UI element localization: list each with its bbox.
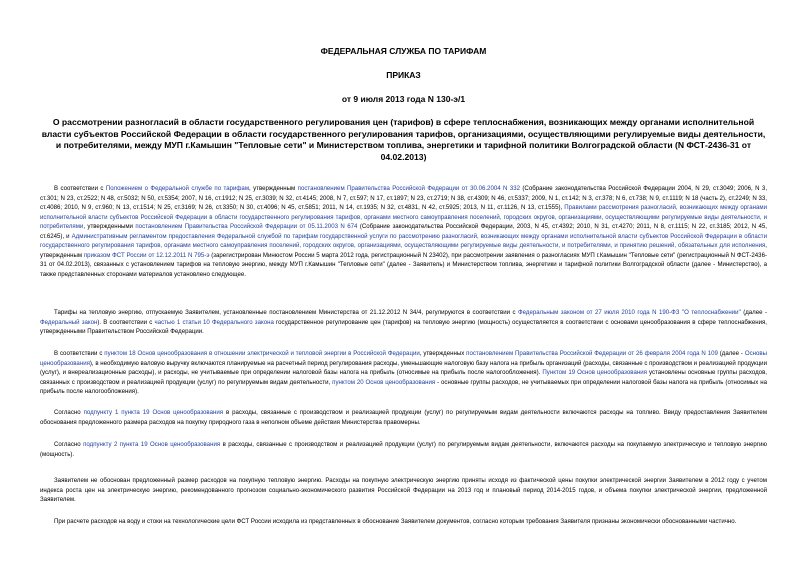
legal-reference-link[interactable]: Правилами рассмотрения разногласий, возникающих между органами исполнительной власти субъектов Российской Федерации в области государственного регулирования тарифов, органами местного самоуправления поселений, городских округов, организациями, осуществляющими регулируемые виды деятельности, и потребителями xyxy=(40,204,767,231)
paragraph-text: ), в необходимую валовую выручку включаются планируемые на расчетный период регулирования расходы, уменьшающие налоговую базу налога на прибыль организаций (расходы, связанные с производством и реализацией продукции (услуг), и внереализационные расходы), и расходы, не учитываемые при определении налоговой базы налога на прибыль (относимые на прибыль после налогообложения). xyxy=(40,359,767,377)
legal-reference-link[interactable]: постановлением Правительства Российской Федерации от 05.11.2003 N 674 xyxy=(135,223,358,231)
legal-reference-link[interactable]: частью 1 статьи 10 Федерального закона xyxy=(154,318,274,326)
paragraph-text: Заявителем не обоснован предложенный размер расходов на покупную тепловую энергию. Расходы на покупную электрическую энергию приняты исходя из фактической цены покупки электрической энергии Заявителем в 2012 году с учетом индекса роста цен на электрическую энергию, рекомендованного прогнозом социально-экономического развития Российской Федерации на 2013 год и плановый период 2014-2015 годов, и объема покупки электрической энергии, предложенной Заявителем. xyxy=(40,477,767,504)
paragraph-text: , утвержденным xyxy=(40,242,767,259)
doc-type-heading: ПРИКАЗ xyxy=(386,70,421,80)
legal-reference-link[interactable]: постановлением Правительства Российской Федерации от 26 февраля 2004 года N 109 xyxy=(466,350,718,357)
paragraph-text: Согласно xyxy=(54,409,84,416)
legal-reference-link[interactable]: пунктом 20 Основ ценообразования xyxy=(332,378,436,386)
paragraph-2 xyxy=(40,308,767,337)
paragraph-text: (Собрание законодательства Российской Федерации 2004, N 29, ст.3049; 2006, N 3, ст.301; N 23, ст.2522; N 48, ст.5032; N 50, ст.5354; 2007, N 16, ст.1912; N 25, ст.3039; N 32, ст.4145; 2008, N 7, ст.597; N 17, ст.1897; N 23, ст.2719; N 38, ст.4309; N 46, ст.5337; 2009, N 1, ст.142; N 3, ст.378; N 6, ст.738; N 9, ст.1119; N 18 (часть 2), ст.2249; N 33, ст.4086; 2010, N 9, ст.960; N 13, ст.1514; N 25, ст.3169; N 26, ст.3350; N 30, ст.4096; N 45, ст.5851; 2011, N 14, ст.1935; N 32, ст.4831, N 42, ст.5925; 2013, N 11, ст.1126, N 13, ст.1555), xyxy=(40,185,768,212)
agency-heading: ФЕДЕРАЛЬНАЯ СЛУЖБА ПО ТАРИФАМ xyxy=(320,46,487,56)
paragraph-text: - основные группы расходов, не учитываемых при определении налоговой базы налога на прибыль (относимых на прибыль после налогообложения). xyxy=(40,378,767,396)
paragraph-1 xyxy=(40,184,767,279)
paragraph-text: Тарифы на тепловую энергию, отпускаемую Заявителем, установленные постановлением Министерства от 21.12.2012 N 34/4, регулируются в соответствии с xyxy=(54,309,519,316)
paragraph-text: , утвержденных xyxy=(419,350,467,357)
paragraph-4 xyxy=(40,408,767,427)
paragraph-text: При расчете расходов на воду и стоки на технологические цели ФСТ России исходила из представленных в обоснование Заявителем документов, согласно которым требования Заявителя признаны экономически обоснованными частично. xyxy=(54,518,737,525)
paragraph-text: (далее - xyxy=(740,309,767,316)
legal-reference-link[interactable]: Пунктом 19 Основ ценообразования xyxy=(542,369,647,377)
paragraph-text: (зарегистрирован Минюстом России 5 марта 2012 года, регистрационный N 23402), при рассмотрении заявления о разногласиях МУП г.Камышин "Тепловые сети" (регистрационный N ФСТ-2436-31 от 04.02.2013), связанных с установлением тарифов на тепловую энергию, между МУП г.Камышин "Тепловые сети" (далее - Заявитель) и Министерством топлива, энергетики и тарифной политики Волгоградской области (далее - Министерство), а также представленных сторонами материалов установлено следующее. xyxy=(40,251,767,278)
document-title: О рассмотрении разногласий в области государственного регулирования цен (тарифов) в сфере теплоснабжения, возникающих между органами исполнительной власти субъектов Российской Федерации в области государственного регулирования тарифов, организациями, осуществляющими регулируемые виды деятельности, и потребителями, между МУП г.Камышин "Тепловые сети" и Министерством топлива, энергетики и тарифной политики Волгоградской области (N ФСТ-2436-31 от 04.02.2013) xyxy=(41,117,766,162)
paragraph-3 xyxy=(40,349,767,397)
legal-reference-link[interactable]: приказом ФСТ России от 12.12.2011 N 795-э xyxy=(83,251,210,259)
paragraph-6 xyxy=(40,476,767,505)
paragraph-text: , утвержденным xyxy=(249,185,298,192)
paragraph-text: (Собрание законодательства Российской Федерации, 2003, N 45, ст.4392; 2010, N 31, ст.4270; 2011, N 8, ст.1115; N 22, ст.3185; 2012, N 45, ст.6245), и xyxy=(40,223,767,240)
paragraph-text: (далее - xyxy=(717,350,745,357)
legal-reference-link[interactable]: Основы ценообразования xyxy=(40,350,768,367)
paragraph-7 xyxy=(40,517,767,527)
paragraph-text: в расходы, связанные с производством и реализацией продукции (услуг) по регулируемым видам деятельности включаются расходы на топливо. Ввиду предоставления Заявителем обоснования предложенного размера расходов на покупку природного газа в неполном объеме действия Министерства правомерны. xyxy=(40,409,768,426)
paragraph-text: государственное регулирование цен (тарифов) на тепловую энергию (мощность) осуществляется в соответствии с основами ценообразования в сфере теплоснабжения, утвержденными Правительством Российской Федерации. xyxy=(40,318,767,336)
doc-date-number: от 9 июля 2013 года N 130-э/1 xyxy=(341,94,466,104)
paragraph-text: установлены основные группы расходов, связанных с производством и реализацией продукции (услуг) по регулируемым видам деятельности, xyxy=(40,369,768,386)
legal-reference-link[interactable]: Административным регламентом предоставления Федеральной службой по тарифам государственной услуги по рассмотрению разногласий, возникающих между органами исполнительной власти субъектов Российской Федерации в области государственного регулирования тарифов, органами местного самоуправления поселений, городских округов, организациями, осуществляющими регулируемые виды деятельности, и потребителями, и принятию решений, обязательных для исполнения xyxy=(40,232,767,250)
paragraph-text: В соответствии с xyxy=(54,185,106,192)
paragraph-text: Согласно xyxy=(54,441,84,448)
legal-reference-link[interactable]: подпункту 1 пункта 19 Основ ценообразования xyxy=(83,409,224,416)
paragraph-text: , утвержденными xyxy=(83,223,136,231)
legal-reference-link[interactable]: Положением о Федеральной службе по тарифам xyxy=(105,185,250,192)
legal-reference-link[interactable]: подпункту 2 пункта 19 Основ ценообразования xyxy=(83,441,221,448)
paragraph-text: ). В соответствии с xyxy=(97,318,155,326)
legal-reference-link[interactable]: постановлением Правительства Российской Федерации от 30.06.2004 N 332 xyxy=(297,185,520,192)
legal-reference-link[interactable]: пунктом 18 Основ ценообразования в отношении электрической и тепловой энергии в Российской Федерации xyxy=(104,350,420,357)
legal-reference-link[interactable]: Федеральный закон xyxy=(40,318,98,326)
legal-reference-link[interactable]: Федеральным законом от 27 июля 2010 года N 190-ФЗ "О теплоснабжении" xyxy=(518,309,741,316)
paragraph-text: В соответствии с xyxy=(54,350,105,357)
paragraph-5 xyxy=(40,440,767,459)
paragraph-text: в расходы, связанные с производством и реализацией продукции (услуг) по регулируемым видам деятельности, включаются расходы на покупаемую электрическую и тепловую энергию (мощность). xyxy=(40,441,768,458)
